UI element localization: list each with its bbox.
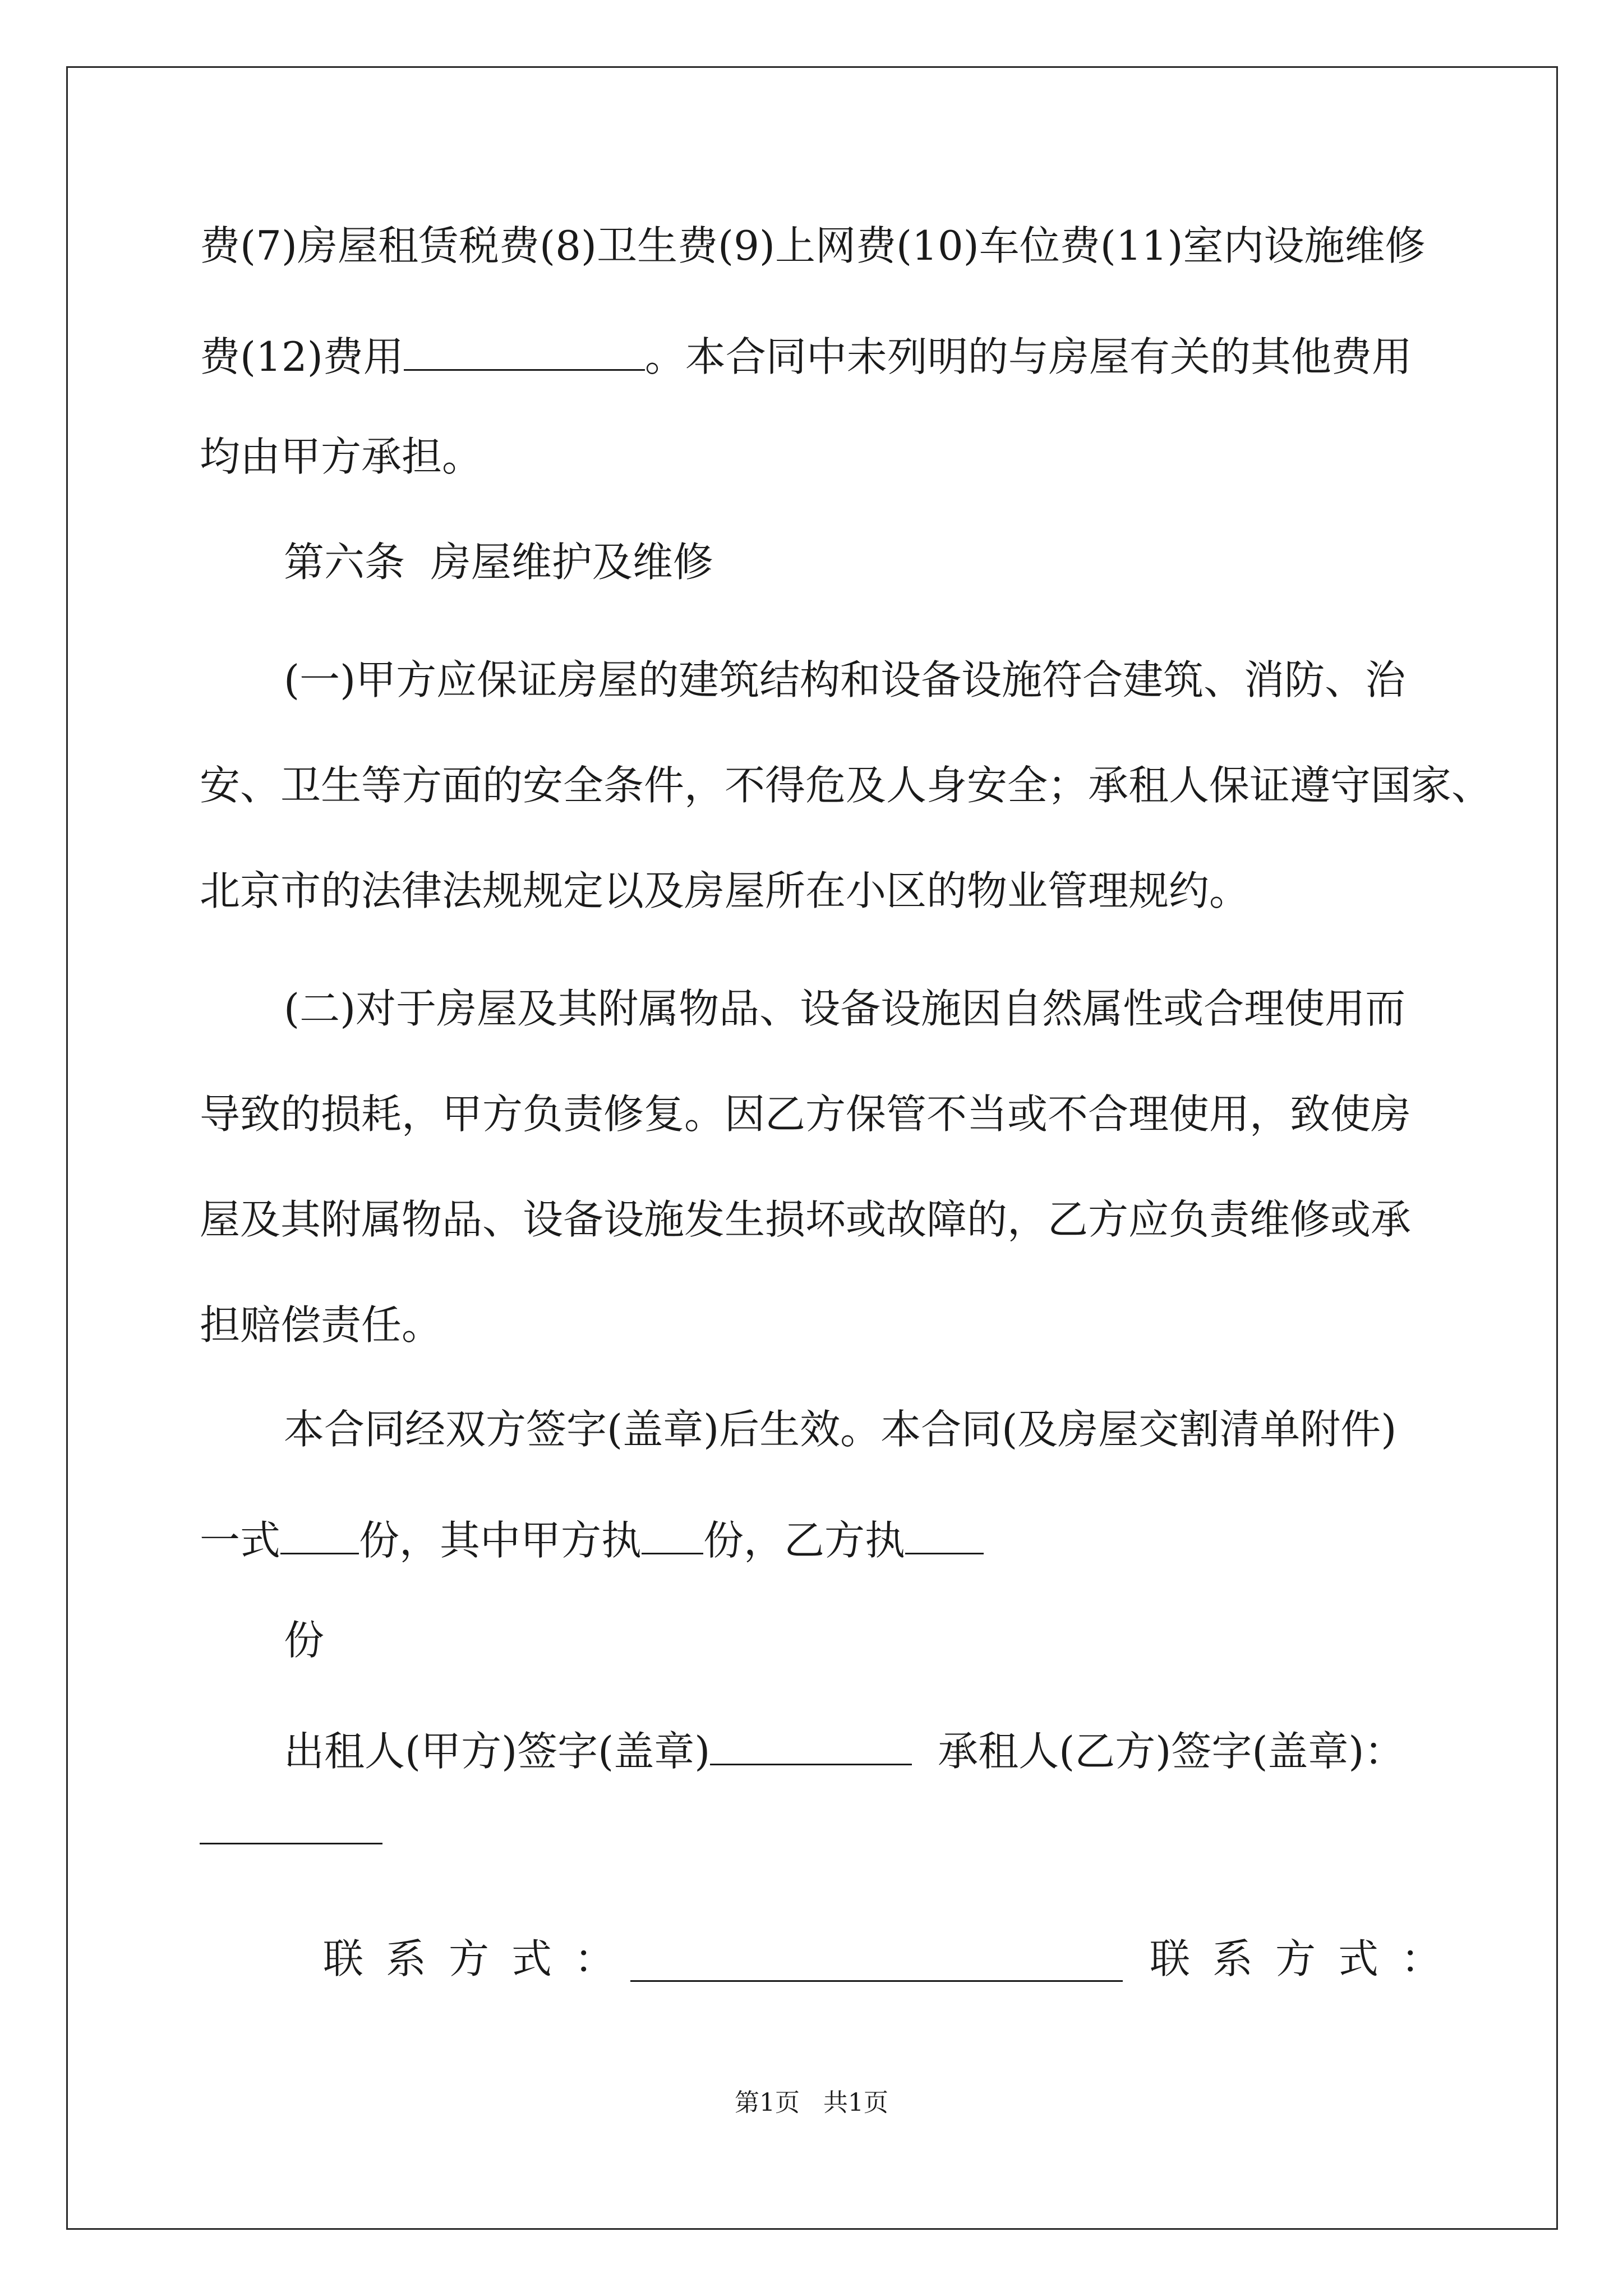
text-line-7: 北京市的法律法规规定以及房屋所在小区的物业管理规约。 [200, 867, 1250, 914]
text-line-1: 费(7)房屋租赁税费(8)卫生费(9)上网费(10)车位费(11)室内设施维修 [200, 222, 1426, 269]
text-line-14: 份 [284, 1617, 325, 1664]
blank-copies-party-a [642, 1515, 703, 1554]
blank-contact-lessor [630, 1941, 1123, 1982]
lessor-signature-label: 出租人(甲方)签字(盖章) [284, 1728, 711, 1775]
text-line-5: (一)甲方应保证房屋的建筑结构和设备设施符合建筑、消防、治 [284, 656, 1406, 703]
text-line-13 [200, 1515, 984, 1564]
blank-lessor-signature [710, 1726, 912, 1765]
blank-lessee-signature [200, 1826, 382, 1844]
text-line-9: 导致的损耗，甲方负责修复。因乙方保管不当或不合理使用，致使房 [200, 1091, 1412, 1138]
text-line-11: 担赔偿责任。 [200, 1301, 442, 1349]
blank-copies-total [280, 1515, 359, 1554]
contact-label-lessee: 联系方式： [1150, 1935, 1464, 1982]
text-line-3: 均由甲方承担。 [200, 433, 483, 480]
text-line-10: 屋及其附属物品、设备设施发生损坏或故障的，乙方应负责维修或承 [200, 1196, 1412, 1243]
text-segment: 。本合同中未列明的与房屋有关的其他费用 [644, 333, 1412, 380]
page-border [66, 66, 1558, 2230]
text-segment: 份，乙方执 [703, 1517, 906, 1564]
contact-label-lessor: 联系方式： [323, 1935, 638, 1982]
text-segment: 份，其中甲方执 [359, 1517, 642, 1564]
text-line-6: 安、卫生等方面的安全条件，不得危及人身安全；承租人保证遵守国家、 [200, 762, 1492, 809]
text-segment: 一式 [200, 1517, 281, 1564]
section-heading: 第六条 房屋维护及维修 [284, 539, 713, 586]
page-footer: 第1页 共1页 [735, 2088, 888, 2117]
blank-copies-party-b [905, 1515, 984, 1554]
text-line-12: 本合同经双方签字(盖章)后生效。本合同(及房屋交割清单附件) [284, 1406, 1397, 1453]
lessee-signature-label: 承租人(乙方)签字(盖章)： [938, 1728, 1405, 1775]
blank-fee-name [404, 331, 645, 371]
text-segment: 费(12)费用 [200, 333, 404, 380]
text-line-2 [200, 331, 1412, 380]
text-line-8: (二)对于房屋及其附属物品、设备设施因自然属性或合理使用而 [284, 985, 1406, 1032]
signature-line [284, 1726, 1405, 1775]
